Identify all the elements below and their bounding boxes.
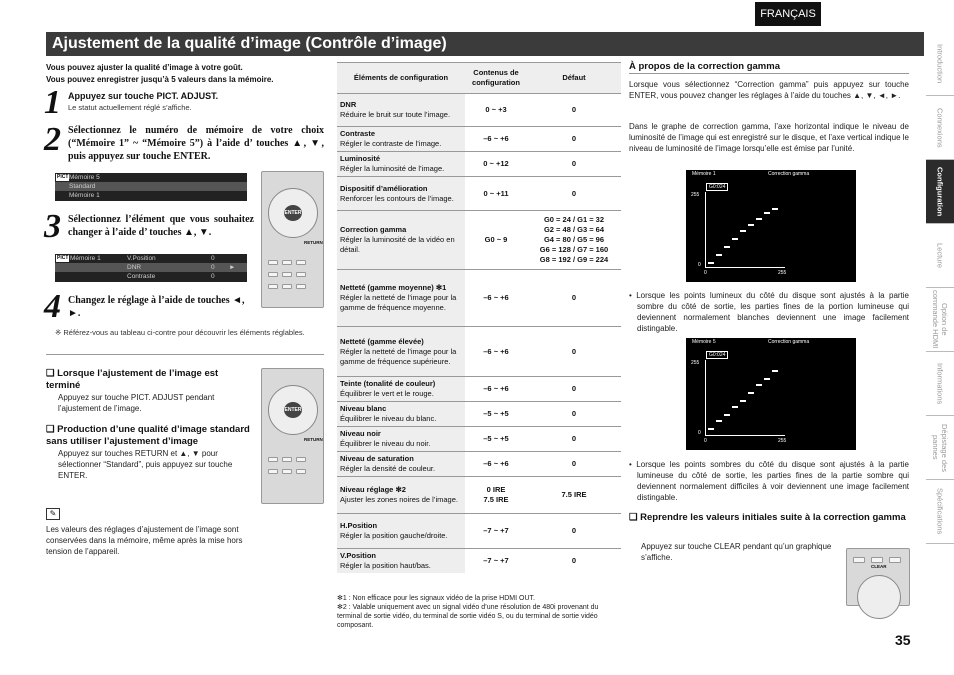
memo-text: Les valeurs des réglages d’ajustement de l’image sont conservées dans la mémoire, même après la mise hors tension de l’appareil.: [46, 525, 243, 556]
step-3-number: 3: [44, 208, 61, 245]
remote-key[interactable]: [889, 557, 901, 563]
return-label: RETURN: [304, 240, 323, 245]
remote-control-2: [261, 368, 324, 504]
table-row: [337, 211, 621, 270]
remote-key[interactable]: [282, 272, 292, 277]
setting-name: Luminosité: [340, 154, 381, 163]
setting-default: 0: [527, 152, 621, 177]
remote-key[interactable]: [853, 557, 865, 563]
side-tab-hdmi[interactable]: Option de commande HDMI: [926, 288, 954, 352]
setting-range: –6 ~ +6: [465, 127, 527, 152]
gamma-bullet-2: • Lorsque les points sombres du côté du disque sont ajustés à la partie lumineuse du côté de sortie, les parties fines de la partie sombre qui deviennent normalement difficiles à voir deviennent une image facilement distingable.: [629, 460, 909, 502]
page-number: 35: [895, 632, 911, 648]
remote-key[interactable]: [268, 469, 278, 474]
osd-memory-list: PICT Mémoire 5 Standard Mémoire 1: [55, 173, 247, 201]
setting-desc: Régler la densité de couleur.: [340, 464, 436, 473]
setting-range: G0 ~ 9: [465, 211, 527, 270]
step-4-number: 4: [44, 288, 61, 325]
step-3-text: Sélectionnez l’élément que vous souhaitez changer à l’aide d’ touches ▲, ▼.: [68, 214, 254, 238]
table-footnotes: ✻1 : Non efficace pour les signaux vidéo de la prise HDMI OUT. ✻2 : Valable uniquement avec un signal vidéo d’une résolution de 480i provenant du terminal de sortie vidéo, du terminal de sortie vidéo S, ou du terminal de sortie vidéo composant.: [337, 595, 599, 629]
setting-desc: Régler la position gauche/droite.: [340, 531, 448, 540]
setting-name: DNR: [340, 100, 357, 109]
setting-range: –5 ~ +5: [465, 402, 527, 427]
language-tab: FRANÇAIS: [755, 2, 821, 26]
remote-key[interactable]: [282, 260, 292, 265]
remote-key[interactable]: [296, 469, 306, 474]
table-row: [337, 177, 621, 211]
side-tab-configuration[interactable]: Configuration: [926, 160, 954, 224]
setting-desc: Réduire le bruit sur toute l’image.: [340, 110, 451, 119]
table-row: [337, 377, 621, 402]
side-tab-connexions[interactable]: Connexions: [926, 96, 954, 160]
setting-name: Correction gamma: [340, 225, 407, 234]
note-standard-quality: ❑ Production d’une qualité d’image standard sans utiliser l’ajustement d’image Appuyez sur touches RETURN et ▲, ▼ pour sélectionner “Standard”, puis appuyez sur touche ENTER.: [46, 424, 250, 480]
remote-key[interactable]: [296, 284, 306, 289]
side-tab-introduction[interactable]: Introduction: [926, 32, 954, 96]
setting-default: 0: [527, 549, 621, 574]
table-row: [337, 549, 621, 574]
step-reference-note: ※ Référez-vous au tableau ci-contre pour découvrir les éléments réglables.: [55, 328, 305, 337]
setting-name: Niveau noir: [340, 429, 381, 438]
setting-default: 0: [527, 402, 621, 427]
setting-range: 0 IRE 7.5 IRE: [465, 477, 527, 514]
side-tab-lecture[interactable]: Lecture: [926, 224, 954, 288]
setting-default: 0: [527, 127, 621, 152]
table-row: [337, 152, 621, 177]
table-row: [337, 327, 621, 377]
gamma-para-2: Dans le graphe de correction gamma, l’axe horizontal indique le niveau de luminosité de l’image qui est enregistré sur le disque, et l’axe vertical indique le niveau de luminosité de l’image lorsqu’elle est émise par l’unité.: [629, 122, 909, 153]
setting-default: 0: [527, 427, 621, 452]
setting-desc: Régler la netteté de l’image pour la gamme de fréquence moyenne.: [340, 293, 457, 312]
table-row: [337, 402, 621, 427]
setting-range: 0 ~ +11: [465, 177, 527, 211]
intro-text: Vous pouvez ajuster la qualité d’image à votre goût. Vous pouvez enregistrer jusqu’à 5 valeurs dans la mémoire.: [46, 63, 274, 84]
gamma-reset-text: Appuyez sur touche CLEAR pendant qu’un graphique s’affiche.: [641, 542, 832, 562]
remote-key[interactable]: [268, 457, 278, 462]
side-tab-specifications[interactable]: Spécifications: [926, 480, 954, 544]
step-4-text: Changez le réglage à l’aide de touches ◄, ►.: [68, 295, 245, 319]
config-table: [337, 62, 621, 573]
setting-default: 0: [527, 377, 621, 402]
setting-range: –6 ~ +6: [465, 270, 527, 327]
setting-default: 0: [527, 94, 621, 127]
table-row: [337, 477, 621, 514]
setting-desc: Équilibrer le vert et le rouge.: [340, 389, 434, 398]
setting-range: –6 ~ +6: [465, 377, 527, 402]
setting-desc: Régler la luminosité de l’image.: [340, 164, 445, 173]
gamma-para-1: Lorsque vous sélectionnez “Correction gamma” puis appuyez sur touche ENTER, vous pouvez changer les réglages à l’aide du touches ▲, ▼, ◄, ►.: [629, 80, 909, 100]
gamma-title: À propos de la correction gamma: [629, 61, 909, 74]
setting-name: Teinte (tonalité de couleur): [340, 379, 436, 388]
setting-desc: Régler la netteté de l’image pour la gamme de fréquence supérieure.: [340, 346, 457, 366]
setting-range: –7 ~ +7: [465, 549, 527, 574]
table-row: [337, 427, 621, 452]
step-2-text: Sélectionnez le numéro de mémoire de votre choix (“Mémoire 1” ~ “Mémoire 5”) à l’aide d’ touches ▲, ▼, puis appuyez sur touche ENTER.: [68, 125, 324, 162]
setting-name: Netteté (gamme moyenne) ✻1: [340, 283, 447, 292]
setting-name: Niveau blanc: [340, 404, 387, 413]
setting-desc: Ajuster les zones noires de l’image.: [340, 495, 458, 504]
return-label: RETURN: [304, 437, 323, 442]
setting-range: 0 ~ +12: [465, 152, 527, 177]
step-1: Appuyez sur touche PICT. ADJUST. Le statut actuellement réglé s’affiche.: [68, 91, 219, 112]
step-2-number: 2: [44, 121, 61, 158]
divider: [46, 354, 324, 355]
memo-icon: ✎: [46, 508, 60, 520]
setting-desc: Régler la luminosité de la vidéo en détail.: [340, 235, 455, 254]
remote-key[interactable]: [282, 284, 292, 289]
setting-desc: Renforcer les contours de l’image.: [340, 193, 454, 203]
setting-default: 0: [527, 327, 621, 377]
setting-range: –6 ~ +6: [465, 452, 527, 477]
side-tab-informations[interactable]: Informations: [926, 352, 954, 416]
table-row: [337, 270, 621, 327]
table-row: [337, 127, 621, 152]
table-row: [337, 452, 621, 477]
clear-label: CLEAR: [871, 564, 887, 569]
setting-default: 0: [527, 270, 621, 327]
remote-key[interactable]: [296, 260, 306, 265]
side-index: [926, 32, 954, 544]
page-title: Ajustement de la qualité d’image (Contrôle d’image): [46, 32, 924, 56]
setting-name: Contraste: [340, 129, 376, 138]
setting-range: –6 ~ +6: [465, 327, 527, 377]
note-adjust-done: ❑ Lorsque l’ajustement de l’image est terminé Appuyez sur touche PICT. ADJUST pendant l’ajustement de l’image.: [46, 368, 219, 413]
enter-button[interactable]: ENTER: [284, 402, 302, 418]
table-header-row: Éléments de configuration Contenus de configuration Défaut: [337, 63, 621, 94]
enter-button[interactable]: ENTER: [284, 205, 302, 221]
setting-default: 0: [527, 452, 621, 477]
setting-name: Niveau de saturation: [340, 454, 414, 463]
step-1-number: 1: [44, 84, 61, 121]
remote-control-1: [261, 171, 324, 308]
setting-name: Netteté (gamme élevée): [340, 336, 424, 346]
remote-control-3: [846, 548, 910, 606]
setting-desc: Équilibrer le niveau du blanc.: [340, 414, 437, 423]
remote-key[interactable]: [282, 469, 292, 474]
gamma-graph-2: Mémoire 5 Correction gamma G0:024 255 0 0 255: [686, 338, 856, 450]
gamma-graph-1: Mémoire 1 Correction gamma G0:024 255 0 0 255: [686, 170, 856, 282]
remote-key[interactable]: [268, 284, 278, 289]
clear-button[interactable]: [871, 557, 883, 563]
setting-name: Niveau réglage ✻2: [340, 485, 406, 494]
setting-range: –5 ~ +5: [465, 427, 527, 452]
setting-name: H.Position: [340, 521, 378, 530]
remote-key[interactable]: [282, 457, 292, 462]
setting-desc: Régler le contraste de l’image.: [340, 139, 442, 148]
setting-desc: Équilibrer le niveau du noir.: [340, 439, 431, 448]
setting-default: 7.5 IRE: [527, 477, 621, 514]
setting-name: V.Position: [340, 551, 376, 560]
osd-item-list: PICT Mémoire 1 V.Position 0 DNR 0 ► Contraste 0: [55, 254, 247, 282]
remote-key[interactable]: [268, 260, 278, 265]
gamma-bullet-1: • Lorsque les points lumineux du côté du disque sont ajustés à la partie sombre du côté de sortie, les parties fines de la portion lumineuse qui deviennent normalement blanches deviennent une image facilement distingable.: [629, 291, 909, 333]
table-row: [337, 514, 621, 549]
remote-key[interactable]: [296, 272, 306, 277]
remote-key[interactable]: [296, 457, 306, 462]
setting-range: 0 ~ +3: [465, 94, 527, 127]
table-row: [337, 94, 621, 127]
setting-default: 0: [527, 177, 621, 211]
remote-key[interactable]: [268, 272, 278, 277]
setting-range: –7 ~ +7: [465, 514, 527, 549]
side-tab-depistage[interactable]: Dépistage des pannes: [926, 416, 954, 480]
setting-desc: Régler la position haut/bas.: [340, 561, 431, 570]
setting-name: Dispositif d’amélioration: [340, 183, 428, 193]
gamma-reset-title: ❑ Reprendre les valeurs initiales suite à la correction gamma: [629, 512, 906, 523]
setting-default: 0: [527, 514, 621, 549]
setting-default: G0 = 24 / G1 = 32 G2 = 48 / G3 = 64 G4 = 80 / G5 = 96 G6 = 128 / G7 = 160 G8 = 192 / G9 = 224: [527, 211, 621, 270]
